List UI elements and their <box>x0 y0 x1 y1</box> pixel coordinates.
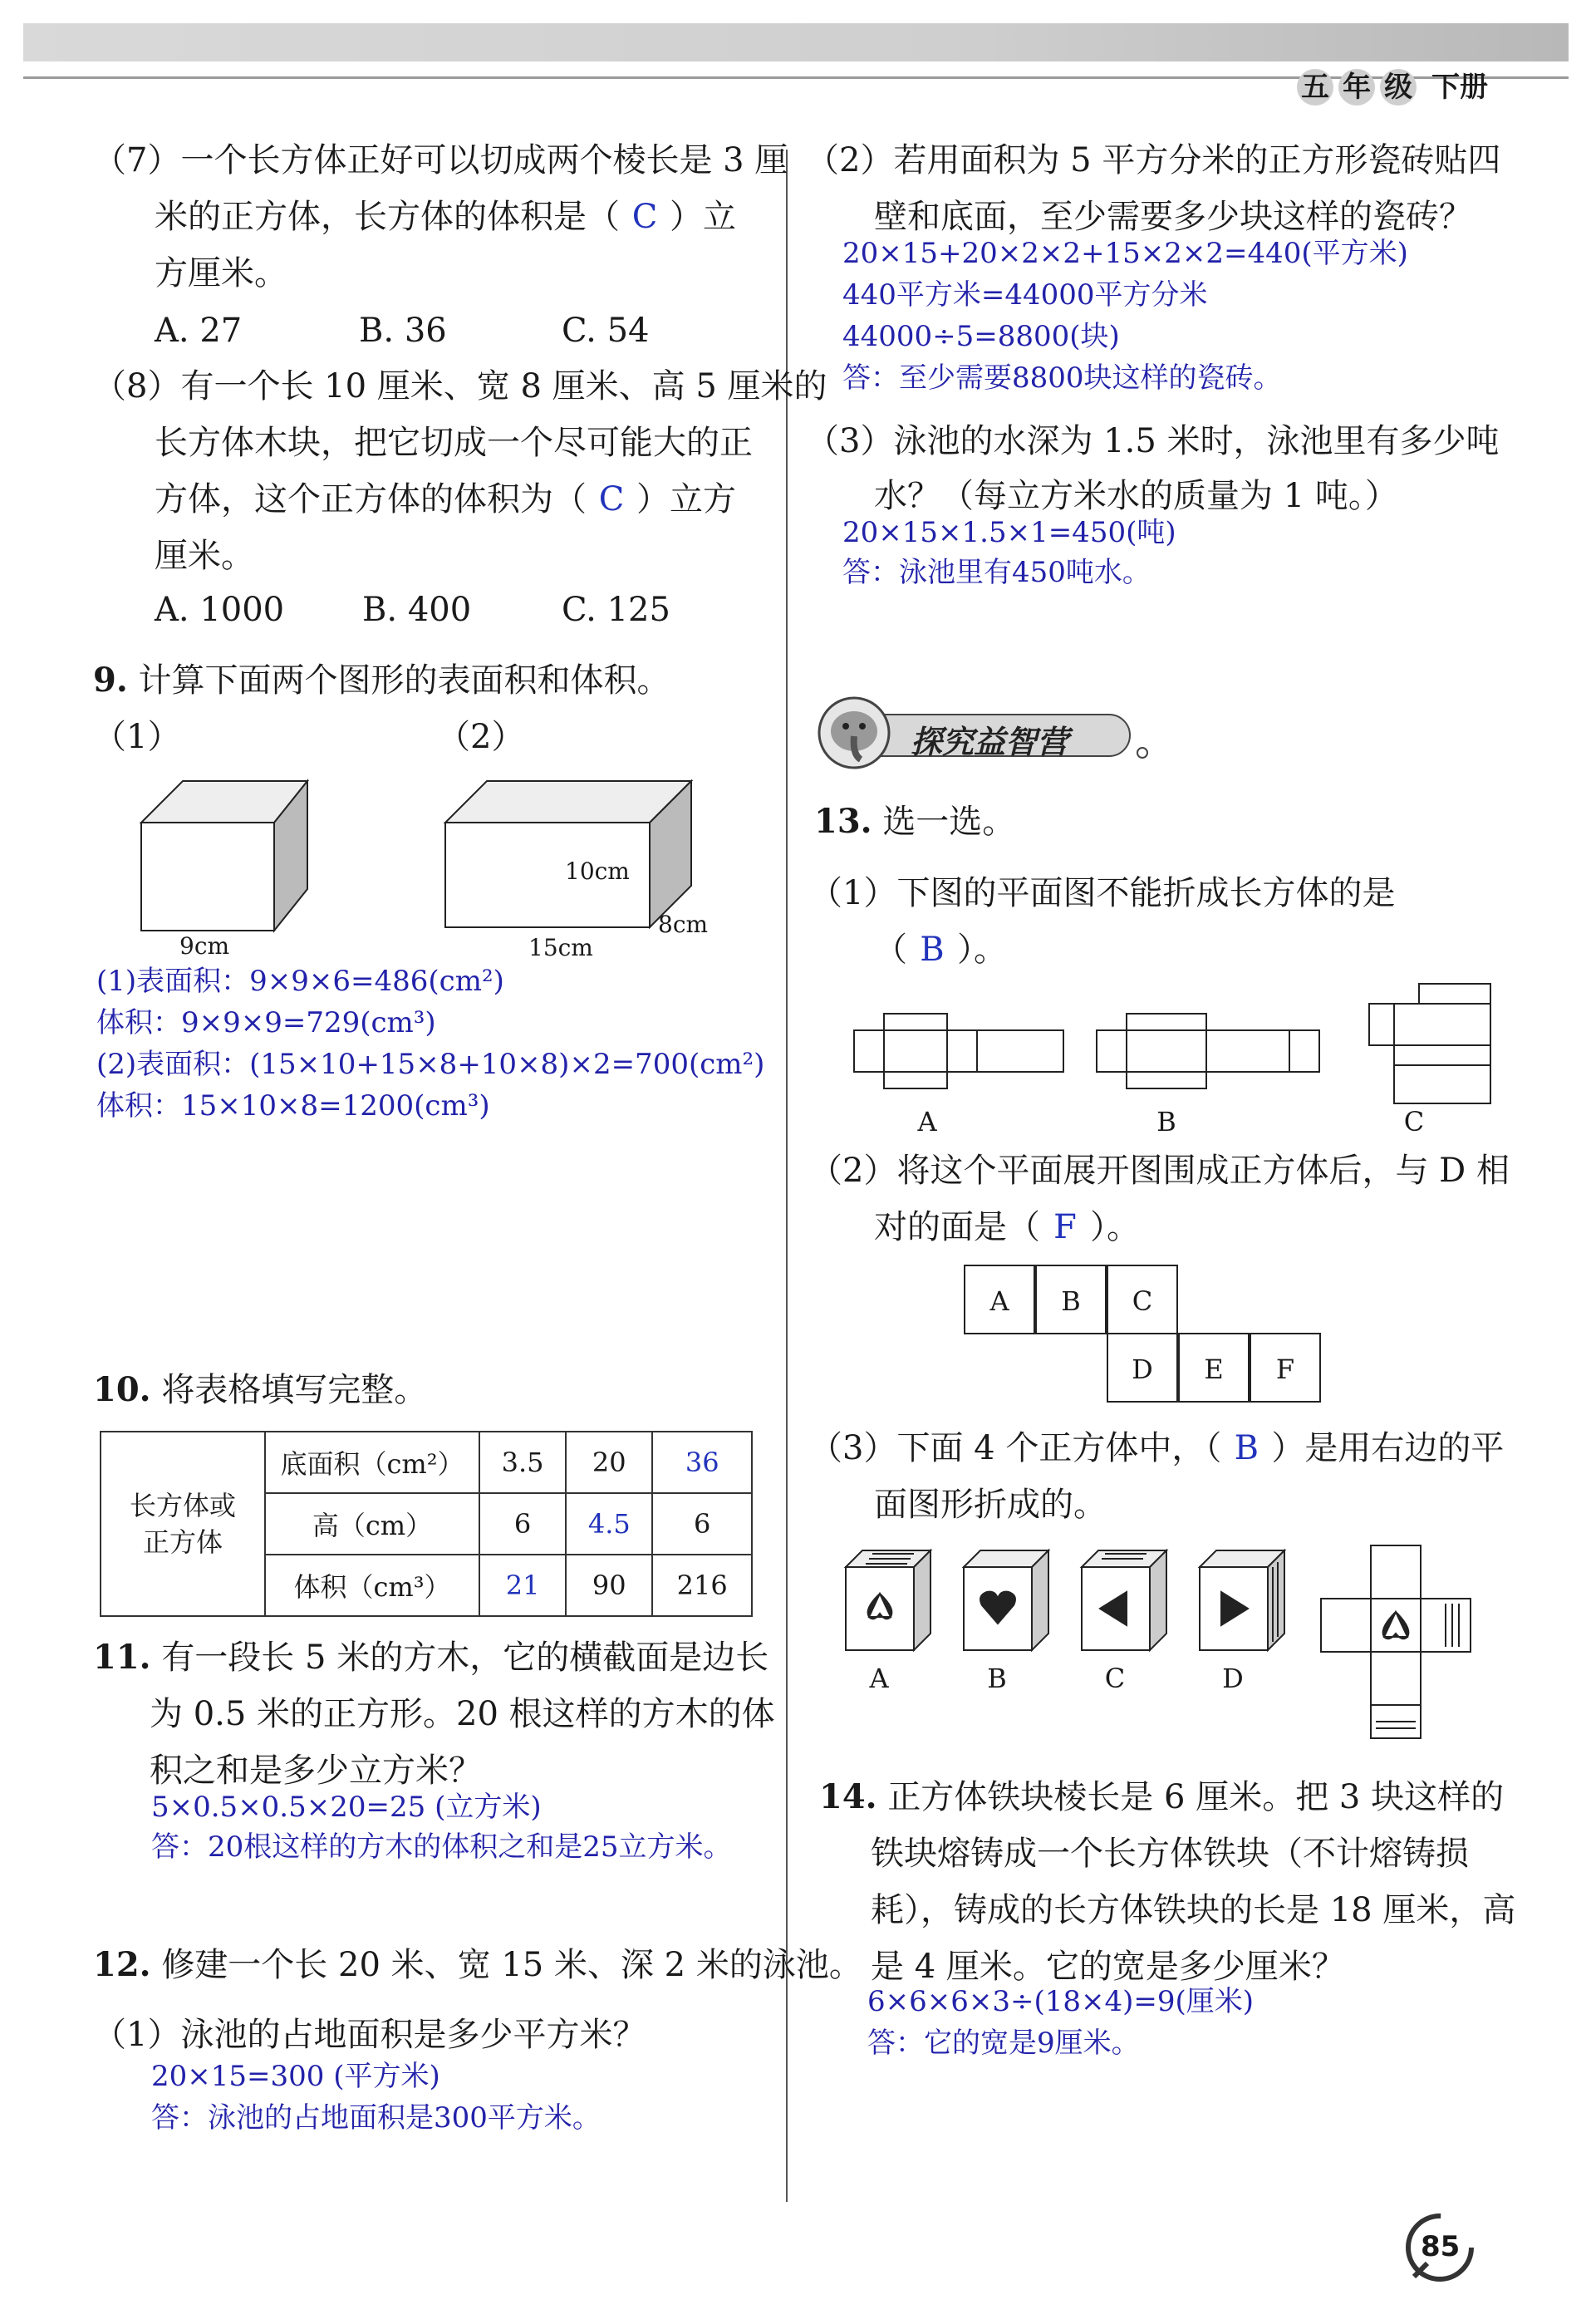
q12-sub2-answer-2: 440平方米=44000平方分米 <box>842 278 1208 312</box>
q8-option-c: C. 125 <box>562 591 670 629</box>
q7-answer: C <box>631 198 658 236</box>
q13-sub1-paren-close: ）。 <box>957 931 1007 969</box>
q13-title-text: 选一选。 <box>882 803 1016 841</box>
table-label: 体积（cm³） <box>265 1555 479 1616</box>
net-c <box>1369 984 1490 1103</box>
q7-line-2-tail: ）立 <box>670 198 736 236</box>
q12-sub2-answer-3: 44000÷5=8800(块) <box>842 320 1120 353</box>
q9-part2-label: （2） <box>437 718 525 756</box>
q8-line-3 <box>155 472 736 527</box>
q7-line-2-text: 米的正方体，长方体的体积是（ <box>155 198 620 236</box>
cube-label-d: D <box>1222 1663 1244 1694</box>
cube-option-d <box>1200 1550 1284 1650</box>
net-label-b: B <box>1156 1106 1176 1137</box>
net-face-e: E <box>1178 1333 1250 1403</box>
q9-number: 9. <box>93 661 128 700</box>
q8-option-a: A. 1000 <box>155 591 285 629</box>
q9-answer-4: 体积：15×10×8=1200(cm³) <box>96 1089 490 1123</box>
q12-sub3-answer-2: 答：泳池里有450吨水。 <box>842 556 1151 589</box>
net-a <box>854 1014 1063 1088</box>
q12-sub3-line-2: 水？（每立方米水的质量为 1 吨。） <box>874 477 1398 515</box>
table-cell-answer: 4.5 <box>566 1493 652 1555</box>
q9-title <box>93 653 670 708</box>
q9-answer-2: 体积：9×9×9=729(cm³) <box>96 1006 436 1039</box>
q12-sub2-line-1: （2）若用面积为 5 平方分米的正方形瓷砖贴四 <box>806 141 1501 179</box>
nets-figure <box>851 980 1499 1105</box>
net-face-c: C <box>1107 1265 1178 1334</box>
cuboid-width-label: 8cm <box>658 911 709 938</box>
table-cell: 90 <box>566 1555 652 1616</box>
q14-answer-2: 答：它的宽是9厘米。 <box>867 2027 1140 2060</box>
cuboid-height-label: 10cm <box>565 857 630 885</box>
q8-line-3-text: 方体，这个正方体的体积为（ <box>155 480 587 518</box>
cube-option-b <box>964 1550 1048 1650</box>
grade-char-2: 年 <box>1338 69 1375 106</box>
cube-net <box>1321 1545 1471 1738</box>
q9-title-text: 计算下面两个图形的表面积和体积。 <box>138 661 670 700</box>
q12-number: 12. <box>93 1945 151 1984</box>
q13-number: 13. <box>814 802 872 841</box>
grade-char-3: 级 <box>1380 69 1417 106</box>
q13-sub3-line-1 <box>809 1421 1504 1476</box>
table-cell: 3.5 <box>479 1432 566 1493</box>
q12-sub3-line-1: （3）泳池的水深为 1.5 米时，泳池里有多少吨 <box>806 422 1500 460</box>
q7-line-1: （7）一个长方体正好可以切成两个棱长是 3 厘 <box>93 141 788 179</box>
q12-title-text: 修建一个长 20 米、宽 15 米、深 2 米的泳池。 <box>161 1946 862 1984</box>
cube-label-c: C <box>1104 1663 1126 1694</box>
q9-answer-1: (1)表面积：9×9×6=486(cm²) <box>96 965 504 998</box>
q13-sub1-answer: B <box>920 931 945 969</box>
q12-sub1: （1）泳池的占地面积是多少平方米？ <box>93 2016 646 2054</box>
q13-sub1-line-1: （1）下图的平面图不能折成长方体的是 <box>809 874 1396 912</box>
table-label: 高（cm） <box>265 1493 479 1555</box>
q8-line-3-tail: ）立方 <box>636 480 736 518</box>
cube-option-c <box>1082 1550 1166 1650</box>
q7-option-b: B. 36 <box>359 312 447 350</box>
page-number: 85 <box>1421 2230 1461 2263</box>
q13-sub1-line-2 <box>874 922 1007 977</box>
net-face-d: D <box>1107 1333 1178 1403</box>
q8-line-4: 厘米。 <box>155 537 254 575</box>
q8-line-2: 长方体木块，把它切成一个尽可能大的正 <box>155 424 753 462</box>
q12-title <box>93 1938 862 1992</box>
q12-sub1-answer-1: 20×15=300 (平方米) <box>151 2060 440 2093</box>
q12-sub2-answer-1: 20×15+20×2×2+15×2×2=440(平方米) <box>842 237 1408 270</box>
volume-label: 下册 <box>1431 71 1488 104</box>
table-cell: 20 <box>566 1432 652 1493</box>
q11-answer-1: 5×0.5×0.5×20=25 (立方米) <box>151 1791 542 1824</box>
q9-part1-label: （1） <box>93 718 181 756</box>
cubes-figure <box>839 1542 1487 1742</box>
net-label-c: C <box>1403 1106 1425 1137</box>
q7-line-3: 方厘米。 <box>155 254 287 292</box>
grade-char-1: 五 <box>1297 69 1333 106</box>
q14-line-4: 是 4 厘米。它的宽是多少厘米？ <box>871 1948 1345 1986</box>
table-cell: 6 <box>479 1493 566 1555</box>
q14-line-1 <box>819 1770 1504 1825</box>
table-cell-answer: 36 <box>652 1432 752 1493</box>
q11-line-2: 为 0.5 米的正方形。20 根这样的方木的体 <box>150 1695 775 1733</box>
table-cell: 216 <box>652 1555 752 1616</box>
q10-number: 10. <box>93 1370 151 1409</box>
q8-option-b: B. 400 <box>362 591 472 629</box>
q9-answer-3: (2)表面积：(15×10+15×8+10×8)×2=700(cm²) <box>96 1048 765 1081</box>
q14-answer-1: 6×6×6×3÷(18×4)=9(厘米) <box>867 1985 1255 2018</box>
q11-line-1 <box>93 1630 768 1685</box>
net-label-a: A <box>917 1106 937 1137</box>
q7-line-2 <box>155 189 736 244</box>
q14-line-2: 铁块熔铸成一个长方体铁块（不计熔铸损 <box>871 1835 1469 1873</box>
table-row <box>101 1432 752 1493</box>
cube-edge-label: 9cm <box>179 932 230 960</box>
q11-number: 11. <box>93 1638 151 1677</box>
grade-label <box>1297 66 1488 108</box>
q13-sub2-text: 对的面是（ <box>874 1208 1040 1246</box>
q12-sub2-line-2: 壁和底面，至少需要多少块这样的瓷砖？ <box>874 198 1472 236</box>
table-cell-answer: 21 <box>479 1555 566 1616</box>
cuboid-figure <box>442 773 708 931</box>
table-cell: 6 <box>652 1493 752 1555</box>
q12-sub1-answer-2: 答：泳池的占地面积是300平方米。 <box>151 2101 601 2135</box>
net-face-a: A <box>964 1265 1035 1334</box>
q13-sub2-line-1: （2）将这个平面展开图围成正方体后，与 D 相 <box>809 1152 1510 1190</box>
q8-line-1: （8）有一个长 10 厘米、宽 8 厘米、高 5 厘米的 <box>93 367 827 405</box>
q10-title <box>93 1363 427 1417</box>
q13-sub3-answer: B <box>1234 1429 1259 1467</box>
cuboid-length-label: 15cm <box>528 934 593 961</box>
q13-sub2-paren-close: ）。 <box>1090 1208 1140 1246</box>
table-row-header: 长方体或 正方体 <box>101 1432 265 1616</box>
net-face-f: F <box>1250 1333 1321 1403</box>
net-face-b: B <box>1035 1265 1107 1334</box>
cube-label-b: B <box>987 1663 1007 1694</box>
cube-label-a: A <box>869 1663 889 1694</box>
column-divider <box>786 150 788 2202</box>
q8-answer: C <box>598 480 625 518</box>
q14-line-3: 耗），铸成的长方体铁块的长是 18 厘米，高 <box>871 1891 1516 1929</box>
q7-option-c: C. 54 <box>562 312 650 350</box>
q13-sub3-line-2: 面图形折成的。 <box>874 1486 1107 1524</box>
q13-sub3-tail: ）是用右边的平 <box>1271 1429 1505 1467</box>
q10-title-text: 将表格填写完整。 <box>161 1371 428 1409</box>
volume-table <box>100 1431 753 1617</box>
q11-answer-2: 答：20根这样的方木的体积之和是25立方米。 <box>151 1830 732 1864</box>
net-b <box>1097 1014 1319 1088</box>
q14-line-1-text: 正方体铁块棱长是 6 厘米。把 3 块这样的 <box>887 1778 1505 1816</box>
q11-line-1-text: 有一段长 5 米的方木，它的横截面是边长 <box>161 1639 769 1677</box>
header-bar <box>23 23 1569 61</box>
q14-number: 14. <box>819 1777 877 1816</box>
q13-sub2-line-2 <box>874 1200 1140 1255</box>
explore-title: 探究益智营 <box>911 724 1069 760</box>
q7-option-a: A. 27 <box>155 312 243 350</box>
cube-figure <box>133 773 316 939</box>
q13-title <box>814 794 1015 849</box>
q12-sub3-answer-1: 20×15×1.5×1=450(吨) <box>842 516 1176 549</box>
q13-sub2-answer: F <box>1053 1208 1077 1246</box>
q11-line-3: 积之和是多少立方米？ <box>150 1752 482 1790</box>
q12-sub2-answer-4: 答：至少需要8800块这样的瓷砖。 <box>842 361 1282 395</box>
q13-sub1-paren-open: （ <box>874 931 907 969</box>
cube-option-a <box>846 1550 930 1650</box>
table-label: 底面积（cm²） <box>265 1432 479 1493</box>
q13-sub3-text: （3）下面 4 个正方体中，（ <box>809 1429 1222 1467</box>
